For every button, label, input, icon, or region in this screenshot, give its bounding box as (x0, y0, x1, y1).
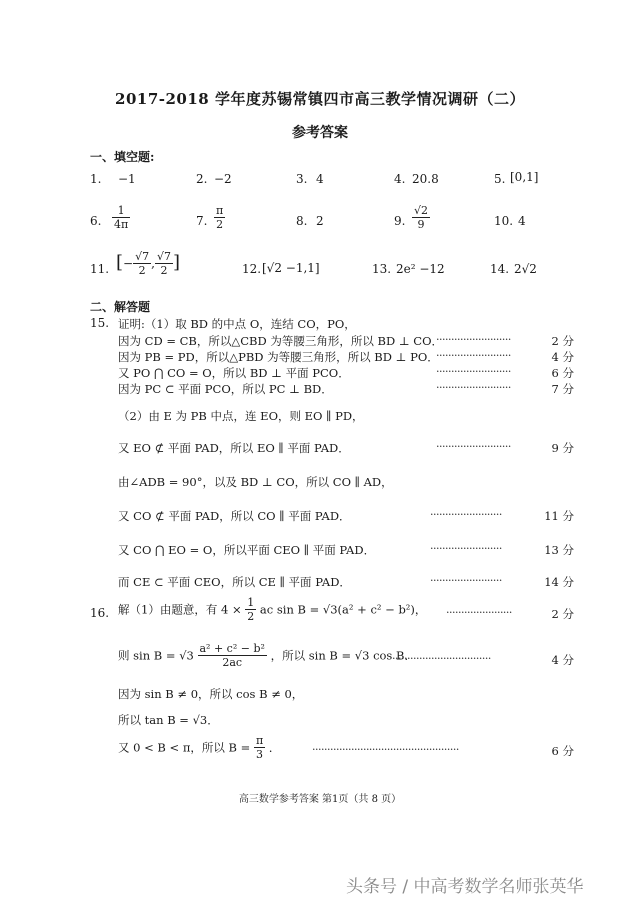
item-number: 2. (196, 172, 208, 186)
solution-line: 又 CO ⋂ EO = O，所以平面 CEO ∥ 平面 PAD． (118, 543, 376, 557)
score-label: 14 分 (544, 575, 574, 589)
dot-leader: ························· (436, 381, 511, 394)
item-number: 13. (372, 262, 392, 276)
dot-leader: ················································· (312, 743, 459, 756)
answer-fraction (214, 204, 225, 231)
solution-line: 所以 tan B = √3． (118, 713, 219, 727)
dot-leader: ······················ (446, 606, 512, 619)
score-label: 2 分 (551, 334, 574, 348)
solution-line: 则 sin B = √3 $\frac{\text{a² + c² − b²}}{2ac}$ ，所以 sin B = √3 cos B． (118, 642, 416, 669)
solution-line: 因为 sin B ≠ 0，所以 cos B ≠ 0， (118, 687, 304, 701)
item-number: 7. (196, 214, 208, 228)
item-number: 12. (242, 262, 262, 276)
score-label: 4 分 (551, 350, 574, 364)
score-label: 11 分 (544, 509, 574, 523)
question-number: 16. (90, 606, 110, 620)
solution-line: 又 EO ⊄ 平面 PAD，所以 EO ∥ 平面 PAD． (118, 441, 350, 455)
solution-line: 由∠ADB = 90°，以及 BD ⊥ CO，所以 CO ∥ AD， (118, 475, 393, 489)
score-label: 9 分 (551, 441, 574, 455)
answer-interval: [− $\frac{√7}{2}$ , $\frac{√7}{2}$ ] (116, 250, 180, 277)
solution-line: 又 CO ⊄ 平面 PAD，所以 CO ∥ 平面 PAD． (118, 509, 351, 523)
answer-value: 2e² −12 (396, 262, 445, 276)
dot-leader: ························ (430, 542, 502, 555)
answer-value: 2√2 (514, 262, 537, 276)
score-label: 13 分 (544, 543, 574, 557)
score-label: 7 分 (551, 382, 574, 396)
score-label: 4 分 (551, 653, 574, 667)
item-number: 11. (90, 262, 110, 276)
solution-line: 因为 PC ⊂ 平面 PCO，所以 PC ⊥ BD． (118, 382, 333, 396)
dot-leader: ························· (436, 440, 511, 453)
fraction-denominator: 9 (417, 218, 425, 231)
document-title: 2017-2018 学年度苏锡常镇四市高三教学情况调研（二） (115, 90, 525, 108)
fraction-denominator: 2 (216, 218, 224, 231)
page-footer: 高三数学参考答案 第1页（共 8 页） (238, 794, 402, 805)
answer-fraction (412, 204, 430, 231)
solution-line: 因为 CD = CB，所以△CBD 为等腰三角形，所以 BD ⊥ CO． (118, 334, 444, 348)
answer-value: 2 (316, 214, 324, 228)
question-number: 15. (90, 316, 110, 330)
dot-leader: ························· (436, 333, 511, 346)
score-label: 6 分 (551, 744, 574, 758)
solution-line: 因为 PB = PD，所以△PBD 为等腰三角形，所以 BD ⊥ PO． (118, 350, 439, 364)
answer-value: 4 (316, 172, 324, 186)
dot-leader: ························ (430, 574, 502, 587)
answer-value: −2 (214, 172, 232, 186)
solution-line: （2）由 E 为 PB 中点，连 EO，则 EO ∥ PD， (118, 409, 364, 423)
section-fill-in-heading: 一、填空题: (90, 150, 155, 164)
answer-value: 20.8 (412, 172, 439, 186)
score-label: 6 分 (551, 366, 574, 380)
dot-leader: ························· (436, 349, 511, 362)
answer-value: [0,1] (510, 170, 539, 184)
item-number: 6. (90, 214, 102, 228)
fraction-numerator: 1 (112, 204, 130, 218)
solution-line: 解（1）由题意，有 4 × $\frac{1}{2}$ ac sin B = √3(a² + c² − b²)， (118, 596, 427, 623)
item-number: 8. (296, 214, 308, 228)
answer-value: [√2 −1,1] (262, 261, 320, 275)
document-subtitle: 参考答案 (292, 125, 348, 141)
answer-value: 4 (518, 214, 526, 228)
item-number: 5. (494, 172, 506, 186)
solution-line: 证明:（1）取 BD 的中点 O，连结 CO，PO， (118, 317, 356, 331)
solution-line: 又 0 < B < π，所以 B = $\frac{\pi}{3}$ ． (118, 734, 281, 761)
item-number: 4. (394, 172, 406, 186)
section-solution-heading: 二、解答题 (90, 300, 151, 314)
item-number: 1. (90, 172, 102, 186)
dot-leader: ························· (436, 365, 511, 378)
fraction-numerator: √2 (414, 204, 429, 217)
solution-line: 而 CE ⊂ 平面 CEO，所以 CE ∥ 平面 PAD． (118, 575, 351, 589)
answer-value: −1 (118, 172, 136, 186)
item-number: 9. (394, 214, 406, 228)
item-number: 14. (490, 262, 510, 276)
item-number: 3. (296, 172, 308, 186)
fraction-numerator: π (216, 204, 224, 217)
dot-leader: ························ (430, 508, 502, 521)
score-label: 2 分 (551, 607, 574, 621)
solution-line: 又 PO ⋂ CO = O，所以 BD ⊥ 平面 PCO． (118, 366, 350, 380)
watermark-text: 头条号 / 中高考数学名师张英华 (346, 877, 584, 897)
answer-fraction (112, 204, 130, 231)
dot-leader: ································· (392, 652, 491, 665)
item-number: 10. (494, 214, 514, 228)
fraction-denominator: 4π (114, 218, 129, 231)
